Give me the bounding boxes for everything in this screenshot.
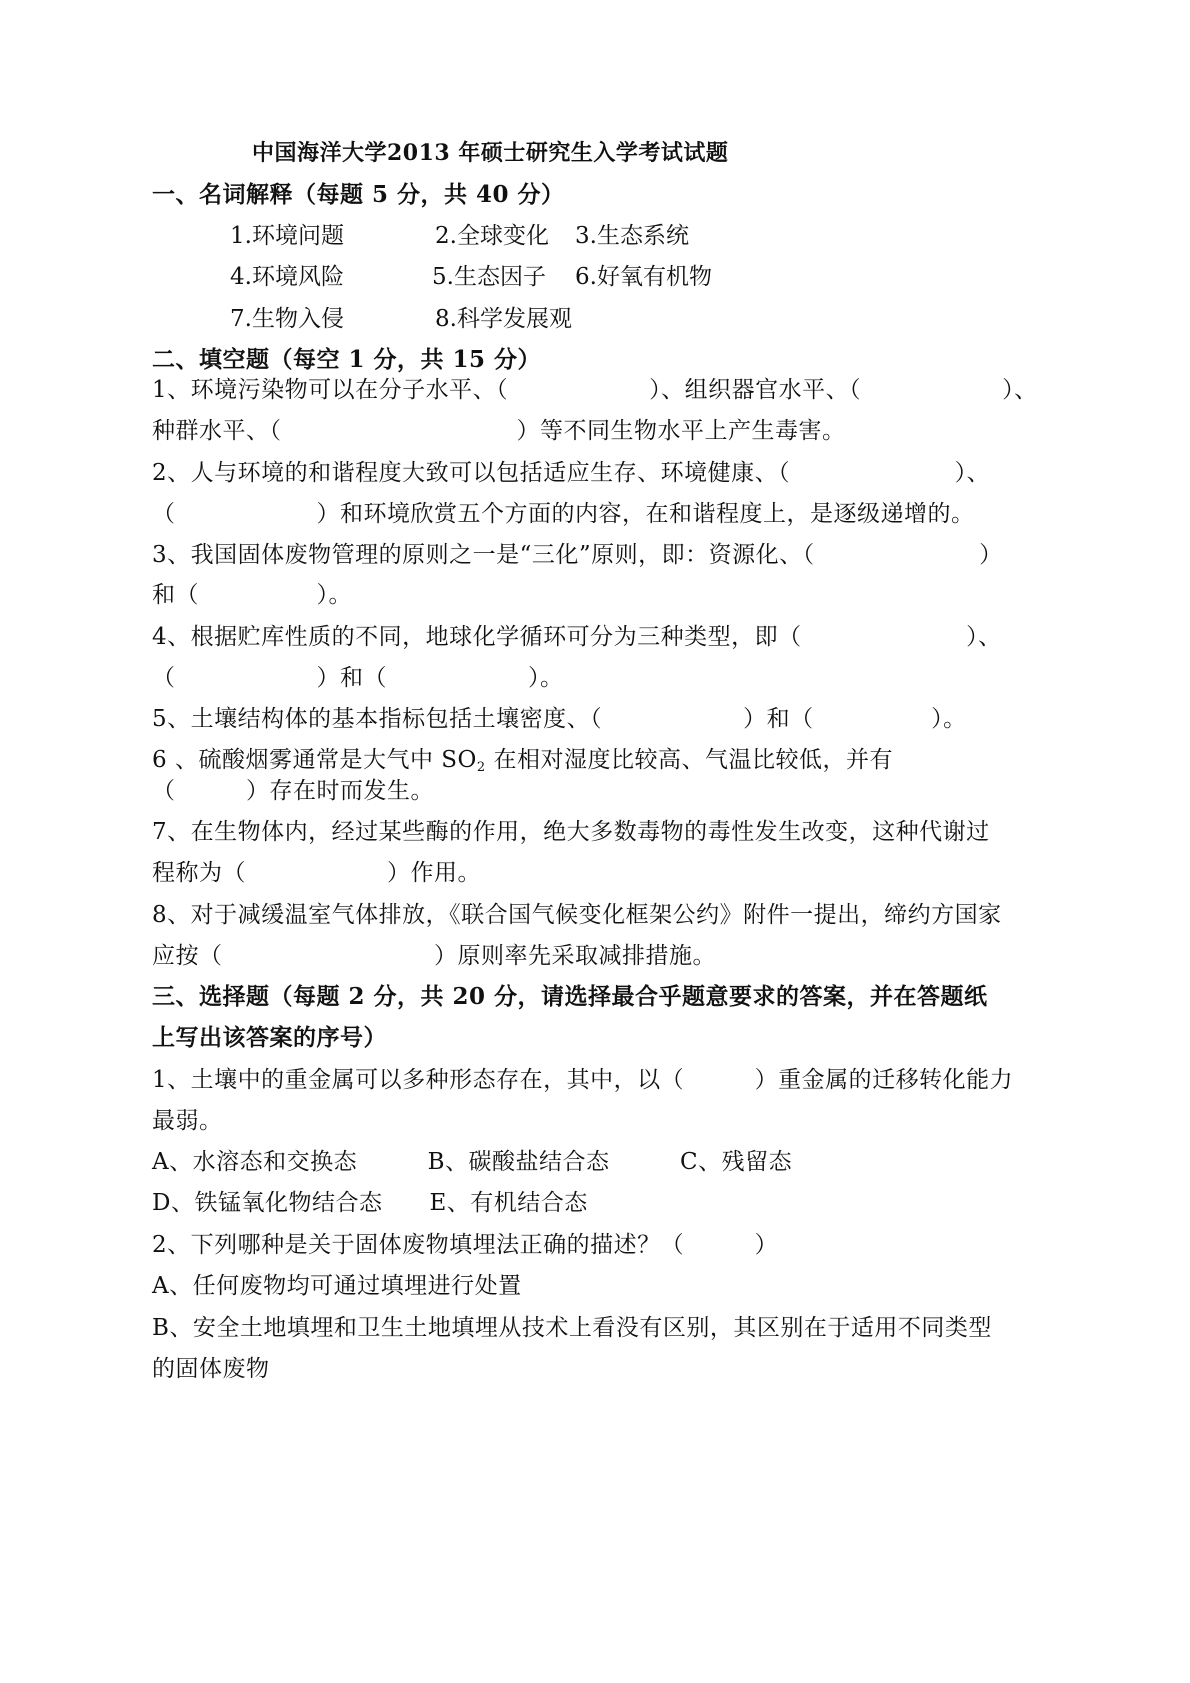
- choice-question-1: 1、土壤中的重金属可以多种形态存在，其中，以（ ）重金属的迁移转化能力: [152, 1067, 1014, 1093]
- fill-question-3: 3、我国固体废物管理的原则之一是“三化”原则，即：资源化、（ ）: [152, 542, 1003, 568]
- section3-heading: 三、选择题（每题 2 分，共 20 分，请选择最合乎题意要求的答案，并在答题纸: [152, 983, 988, 1010]
- fill-question-2: 2、人与环境的和谐程度大致可以包括适应生存、环境健康、（ ）、: [152, 460, 991, 486]
- q6-text-post: 在相对湿度比较高、气温比较低，并有: [485, 747, 893, 773]
- term-item: 8.科学发展观: [435, 306, 572, 332]
- choice-option-a: A、任何废物均可通过填埋进行处置: [152, 1273, 522, 1299]
- choice-question-1-cont: 最弱。: [152, 1108, 223, 1134]
- exam-title: 中国海洋大学2013 年硕士研究生入学考试试题: [252, 140, 729, 166]
- choice-options-1: A、水溶态和交换态 B、碳酸盐结合态 C、残留态: [152, 1149, 793, 1175]
- fill-question-4: 4、根据贮库性质的不同，地球化学循环可分为三种类型，即（ ）、: [152, 624, 1002, 650]
- fill-question-6-cont: （ ）存在时而发生。: [152, 778, 434, 804]
- fill-question-1-cont: 种群水平、（ ）等不同生物水平上产生毒害。: [152, 418, 846, 444]
- term-item: 6.好氧有机物: [575, 264, 712, 290]
- fill-question-8-cont: 应按（ ）原则率先采取减排措施。: [152, 943, 716, 969]
- fill-question-7-cont: 程称为（ ）作用。: [152, 860, 481, 886]
- fill-question-3-cont: 和（ ）。: [152, 582, 352, 608]
- term-item: 5.生态因子: [432, 264, 546, 290]
- fill-question-5: 5、土壤结构体的基本指标包括土壤密度、（ ）和（ ）。: [152, 706, 967, 732]
- choice-question-2: 2、下列哪种是关于固体废物填埋法正确的描述？（ ）: [152, 1232, 779, 1258]
- term-item: 7.生物入侵: [230, 306, 344, 332]
- fill-question-1: 1、环境污染物可以在分子水平、（ ）、组织器官水平、（ ）、: [152, 377, 1038, 403]
- fill-question-7: 7、在生物体内，经过某些酶的作用，绝大多数毒物的毒性发生改变，这种代谢过: [152, 819, 990, 845]
- term-item: 2.全球变化: [435, 223, 549, 249]
- section3-heading-cont: 上写出该答案的序号）: [152, 1024, 387, 1051]
- choice-option-b: B、安全土地填埋和卫生土地填埋从技术上看没有区别，其区别在于适用不同类型: [152, 1315, 992, 1341]
- term-item: 1.环境问题: [230, 223, 344, 249]
- term-item: 3.生态系统: [575, 223, 689, 249]
- fill-question-4-cont: （ ）和（ ）。: [152, 665, 564, 691]
- term-item: 4.环境风险: [230, 264, 344, 290]
- choice-option-b-cont: 的固体废物: [152, 1356, 270, 1382]
- section1-heading: 一、名词解释（每题 5 分，共 40 分）: [152, 181, 565, 208]
- q6-text-pre: 6 、硫酸烟雾通常是大气中 SO: [152, 747, 477, 773]
- section2-heading: 二、填空题（每空 1 分，共 15 分）: [152, 346, 542, 373]
- q6-subscript: 2: [476, 760, 486, 775]
- fill-question-2-cont: （ ）和环境欣赏五个方面的内容，在和谐程度上，是逐级递增的。: [152, 501, 975, 527]
- choice-options-1-cont: D、铁锰氧化物结合态 E、有机结合态: [152, 1190, 588, 1216]
- fill-question-8: 8、对于减缓温室气体排放，《联合国气候变化框架公约》附件一提出，缔约方国家: [152, 902, 1002, 928]
